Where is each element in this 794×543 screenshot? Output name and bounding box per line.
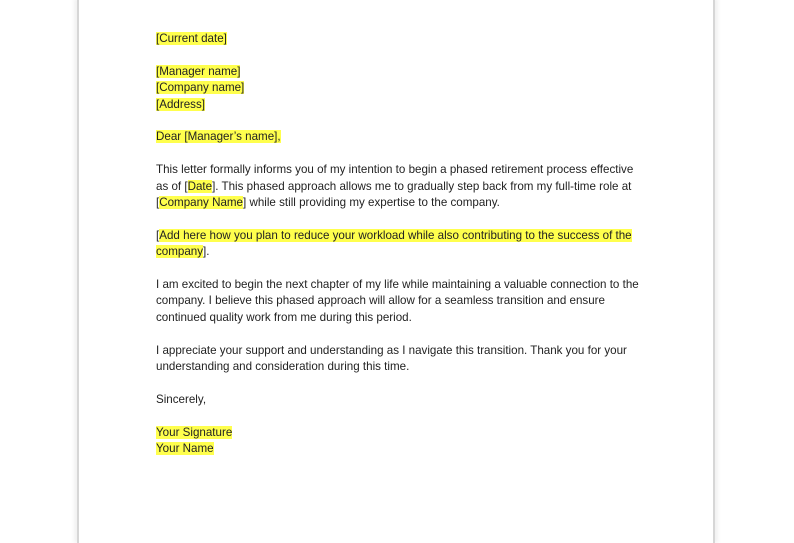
manager-name-placeholder: [Manager name] (156, 64, 241, 78)
signature-placeholder: Your Signature (156, 425, 233, 439)
paragraph-appreciation: I appreciate your support and understanding as I navigate this transition. Thank you for your understanding and consideration during this time. (156, 343, 627, 374)
paragraph-excited: I am excited to begin the next chapter of my life while maintaining a valuable connection to the company. I believe this phased approach will allow for a seamless transition and ensure continued quality work from me during this period. (156, 278, 639, 324)
company-name-inline-placeholder: Company Name (159, 196, 244, 210)
closing-line: Sincerely, (156, 392, 207, 406)
date-placeholder: Date (187, 179, 213, 193)
name-placeholder: Your Name (156, 442, 214, 456)
workload-bracket-open: [ (156, 228, 160, 242)
salutation: Dear [Manager’s name], (156, 130, 281, 144)
signature-block (156, 425, 646, 458)
recipient-block (156, 64, 646, 113)
workload-bracket-close: ]. (203, 245, 210, 259)
letter-body[interactable] (156, 31, 646, 474)
company-name-placeholder: [Company name] (156, 81, 245, 95)
date-line (156, 31, 646, 47)
paragraph-workload (156, 228, 646, 261)
paragraph-intention-text-a: This letter formally informs you of my intention to begin a phased retirement process effective as of [ (156, 163, 634, 193)
address-placeholder: [Address] (156, 97, 205, 111)
document-page (77, 0, 715, 543)
paragraph-intention-text-c: ] while still providing my expertise to the company. (243, 196, 500, 210)
workload-placeholder: Add here how you plan to reduce your workload while also contributing to the success of the company (156, 228, 632, 259)
paragraph-intention-text-b: ]. This phased approach allows me to gradually step back from my full-time role at [ (156, 179, 632, 210)
paragraph-intention (156, 162, 646, 211)
current-date-placeholder: [Current date] (156, 32, 227, 45)
salutation-line (156, 129, 646, 145)
